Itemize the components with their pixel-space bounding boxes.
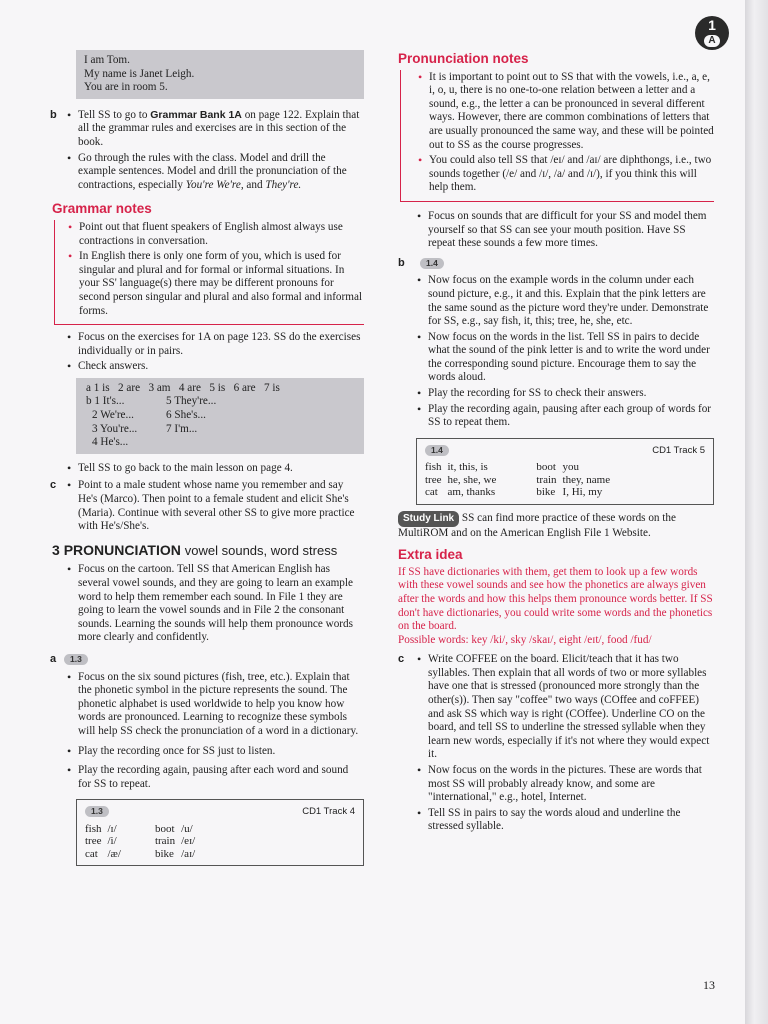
list-item: • Play the recording once for SS just to listen. <box>78 745 364 759</box>
cell: /i/ <box>107 835 117 848</box>
answer: 2 We're... <box>92 409 134 422</box>
cell: boot <box>536 461 556 474</box>
step-letter: c <box>398 653 405 666</box>
step-letter: b <box>50 108 57 121</box>
list-item: • Now focus on the words in the list. Tell SS in pairs to decide what the sound of the pink letter is and to write the word under the corresponding sound picture. Encourage them to say the words aloud. <box>428 331 714 385</box>
step-c <box>52 479 364 533</box>
step-c-right <box>398 653 714 834</box>
study-link-badge[interactable]: Study Link <box>398 511 459 527</box>
list-item: • Focus on the six sound pictures (fish, tree, etc.). Explain that the phonetic symbol in the picture represents the sound. The phonetic alphabet is used worldwide to help you know how words are pronounced. Learning to recognize these symbols will help SS check the pronunciation of a word in a dictionary. <box>78 671 364 739</box>
unit-badge <box>695 16 729 50</box>
section-number: 3 <box>52 541 60 558</box>
track-table <box>85 823 201 861</box>
cell: train <box>154 835 176 848</box>
cell: fish <box>85 822 102 835</box>
list-item: • Play the recording again, pausing after each word and sound for SS to repeat. <box>78 764 364 791</box>
list-item: • Now focus on the words in the pictures. These are words that most SS will probably already know, and some are "international," e.g., hotel, Internet. <box>428 764 714 805</box>
text: Go through the rules with the class. Model and drill the example sentences. Model and drill the pronunciation of the contractions, especially <box>78 151 347 191</box>
table-row <box>85 823 201 836</box>
section-name: PRONUNCIATION <box>63 541 181 558</box>
list-item: • Focus on sounds that are difficult for your SS and model them yourself so that SS can see your mouth position. Have SS repeat these sounds a few more times. <box>428 210 714 251</box>
grammar-notes-box <box>54 220 364 325</box>
page-number: 13 <box>703 978 715 992</box>
section-heading <box>52 541 364 558</box>
list-item: • Focus on the exercises for 1A on page 123. SS do the exercises individually or in pairs. <box>78 331 364 358</box>
table-row <box>85 835 201 848</box>
list-item: • Write COFFEE on the board. Elicit/teach that it has two syllables. Then explain that all words of two or more syllables have one that is stressed (pronounced more strongly than the other(s)). Then say "coffee" two ways (COffee and coFFEE) and ask SS which way is right (COffee). Underline CO on the board, and tell SS to underline the stressed syllable when they learn new words, especially if it's not where they would expect it. <box>428 653 714 762</box>
unit-part: A <box>704 35 720 47</box>
example-grey-box <box>76 50 364 99</box>
answer: 6 She's... <box>166 409 206 422</box>
cell: fish <box>425 461 442 474</box>
cell: /aɪ/ <box>181 847 196 860</box>
cell: you <box>562 461 580 474</box>
list-item: • Point to a male student whose name you remember and say He's (Marco). Then point to a female student and elicit She's (Maria). Continue with several other SS to give more practice with He's/She's. <box>78 479 364 533</box>
audio-pill[interactable]: 1.3 <box>64 654 88 665</box>
answer: 3 You're... <box>92 422 138 435</box>
pronunciation-notes-list <box>401 71 714 195</box>
list-item <box>78 152 364 193</box>
step-b-right <box>398 257 714 430</box>
cell: /eɪ/ <box>181 835 196 848</box>
study-link-paragraph <box>398 511 714 540</box>
step-b-list <box>52 109 364 193</box>
list-item: • Now focus on the example words in the column under each sound picture, e.g., it and this. Explain that the pink letters are the same sound as the picture word they're under. Demonstrate for SS, e.g., say fish, it, this; tree, he, she, etc. <box>428 274 714 328</box>
cell: /ɪ/ <box>107 822 117 835</box>
pronunciation-notes-title: Pronunciation notes <box>398 51 529 66</box>
extra-idea-text: If SS have dictionaries with them, get them to look up a few words with these vowel sounds and see how the phonetics are always given after the words and how this helps them pronounce words better. If SS don't have dictionaries, you could write some words and the phonetics on the board. <box>398 565 713 633</box>
grammar-bank-ref: Grammar Bank 1A <box>150 108 242 121</box>
right-column <box>398 50 714 836</box>
step-c-right-list <box>398 653 714 834</box>
cell: it, this, is <box>447 461 488 474</box>
extra-idea-title: Extra idea <box>398 547 463 563</box>
step-a-list <box>52 671 364 792</box>
step-c-list <box>52 479 364 533</box>
cell: tree <box>85 835 102 848</box>
list-item: • Tell SS to go back to the main lesson on page 4. <box>78 462 364 476</box>
cell: am, thanks <box>447 486 496 499</box>
list-item: • Check answers. <box>78 360 364 374</box>
list-item: • Point out that fluent speakers of English almost always use contractions in conversation. <box>79 221 364 248</box>
audio-track-box <box>76 799 364 866</box>
audio-pill[interactable]: 1.3 <box>85 806 109 817</box>
cell: train <box>536 473 557 486</box>
track-title: CD1 Track 5 <box>652 444 705 456</box>
list-item: • It is important to point out to SS that with the vowels, i.e., a, e, i, o, u, there is no one-to-one relation between a letter and a sound, e.g., the letter a can be pronounced in several different ways. However, there are common combinations of letters that are usually pronounced the same way, and these will be pointed out to SS as the course progresses. <box>429 71 714 153</box>
answers-a: a 1 is 2 are 3 am 4 are 5 is 6 are 7 is <box>86 381 280 394</box>
text: and <box>243 178 266 191</box>
unit-number: 1 <box>708 17 716 33</box>
step-a <box>52 653 364 791</box>
section-subtitle: vowel sounds, word stress <box>184 542 338 558</box>
list-item <box>78 109 364 150</box>
answer: 5 They're... <box>166 395 217 408</box>
cell: /u/ <box>181 822 193 835</box>
cell: bike <box>154 847 174 860</box>
answer: 7 I'm... <box>166 422 198 435</box>
book-spine <box>745 0 768 1024</box>
extra-idea-words: Possible words: key /ki/, sky /skaɪ/, eight /eɪt/, food /fud/ <box>398 633 652 646</box>
cell: cat <box>85 847 98 860</box>
list-item: • You could also tell SS that /eɪ/ and /aɪ/ are diphthongs, i.e., two sounds together (/e/ and /ɪ/, /a/ and /ɪ/), if you think this will help them. <box>429 154 714 195</box>
list-item: • Focus on the cartoon. Tell SS that American English has several vowel sounds, and they are going to learn an example word to help them remember each sound. In File 1 they are going to learn the vowel sounds and in File 2 the consonant sounds. Learning the sounds will help them pronounce words more clearly and confidently. <box>78 563 364 645</box>
step-letter: b <box>398 256 405 269</box>
track-table <box>425 461 616 499</box>
table-row <box>425 461 616 474</box>
text: They're. <box>265 178 302 191</box>
grey-line: My name is Janet Leigh. <box>84 67 195 80</box>
list-item: • Play the recording again, pausing after each group of words for SS to repeat them. <box>428 403 714 430</box>
cell: they, name <box>562 473 611 486</box>
text: You're We're, <box>185 178 244 191</box>
cell: I, Hi, my <box>562 486 603 499</box>
exercise-list <box>52 331 364 374</box>
table-row <box>425 486 616 499</box>
step-letter: c <box>50 479 57 492</box>
focus-list <box>398 210 714 251</box>
list-item: • Tell SS in pairs to say the words aloud and underline the stressed syllable. <box>428 807 714 834</box>
text: on page 122. Explain that all the grammar rules and exercises are in this section of the book. <box>78 108 360 148</box>
cell: tree <box>425 473 442 486</box>
step-letter: a <box>50 652 57 665</box>
answer: b 1 It's... <box>86 395 125 408</box>
audio-pill[interactable]: 1.4 <box>420 258 444 269</box>
grey-line: I am Tom. <box>84 54 130 66</box>
answers-b <box>86 395 356 449</box>
track-title: CD1 Track 4 <box>302 806 355 818</box>
list-item: • In English there is only one form of you, which is used for singular and plural and for formal or informal situations. In your SS' language(s) there may be different pronouns for second person singular and plural and also formal and informal forms. <box>79 250 364 318</box>
list-item: • Play the recording for SS to check their answers. <box>428 387 714 401</box>
text: Tell SS to go to <box>78 108 151 121</box>
cell: /æ/ <box>107 847 121 860</box>
audio-track-box <box>416 438 714 505</box>
cell: he, she, we <box>447 473 497 486</box>
answer: 4 He's... <box>92 436 129 449</box>
step-b <box>52 109 364 193</box>
table-row <box>425 474 616 487</box>
table-row <box>85 848 201 861</box>
cell: cat <box>425 486 438 499</box>
pronunciation-notes-box <box>400 70 714 202</box>
pron-intro-list <box>52 563 364 645</box>
study-link-text: SS can find more practice of these words on the MultiROM and on the American English File 1 Website. <box>398 511 676 539</box>
grey-line: You are in room 5. <box>84 81 168 94</box>
step-b-right-list <box>398 274 714 430</box>
left-column <box>52 50 364 872</box>
answers-box <box>76 378 364 454</box>
cell: bike <box>536 486 556 499</box>
grammar-notes-title: Grammar notes <box>52 201 152 217</box>
grammar-notes-list <box>55 221 364 318</box>
audio-pill[interactable]: 1.4 <box>425 445 449 456</box>
back-list <box>52 462 364 476</box>
cell: boot <box>154 822 175 835</box>
